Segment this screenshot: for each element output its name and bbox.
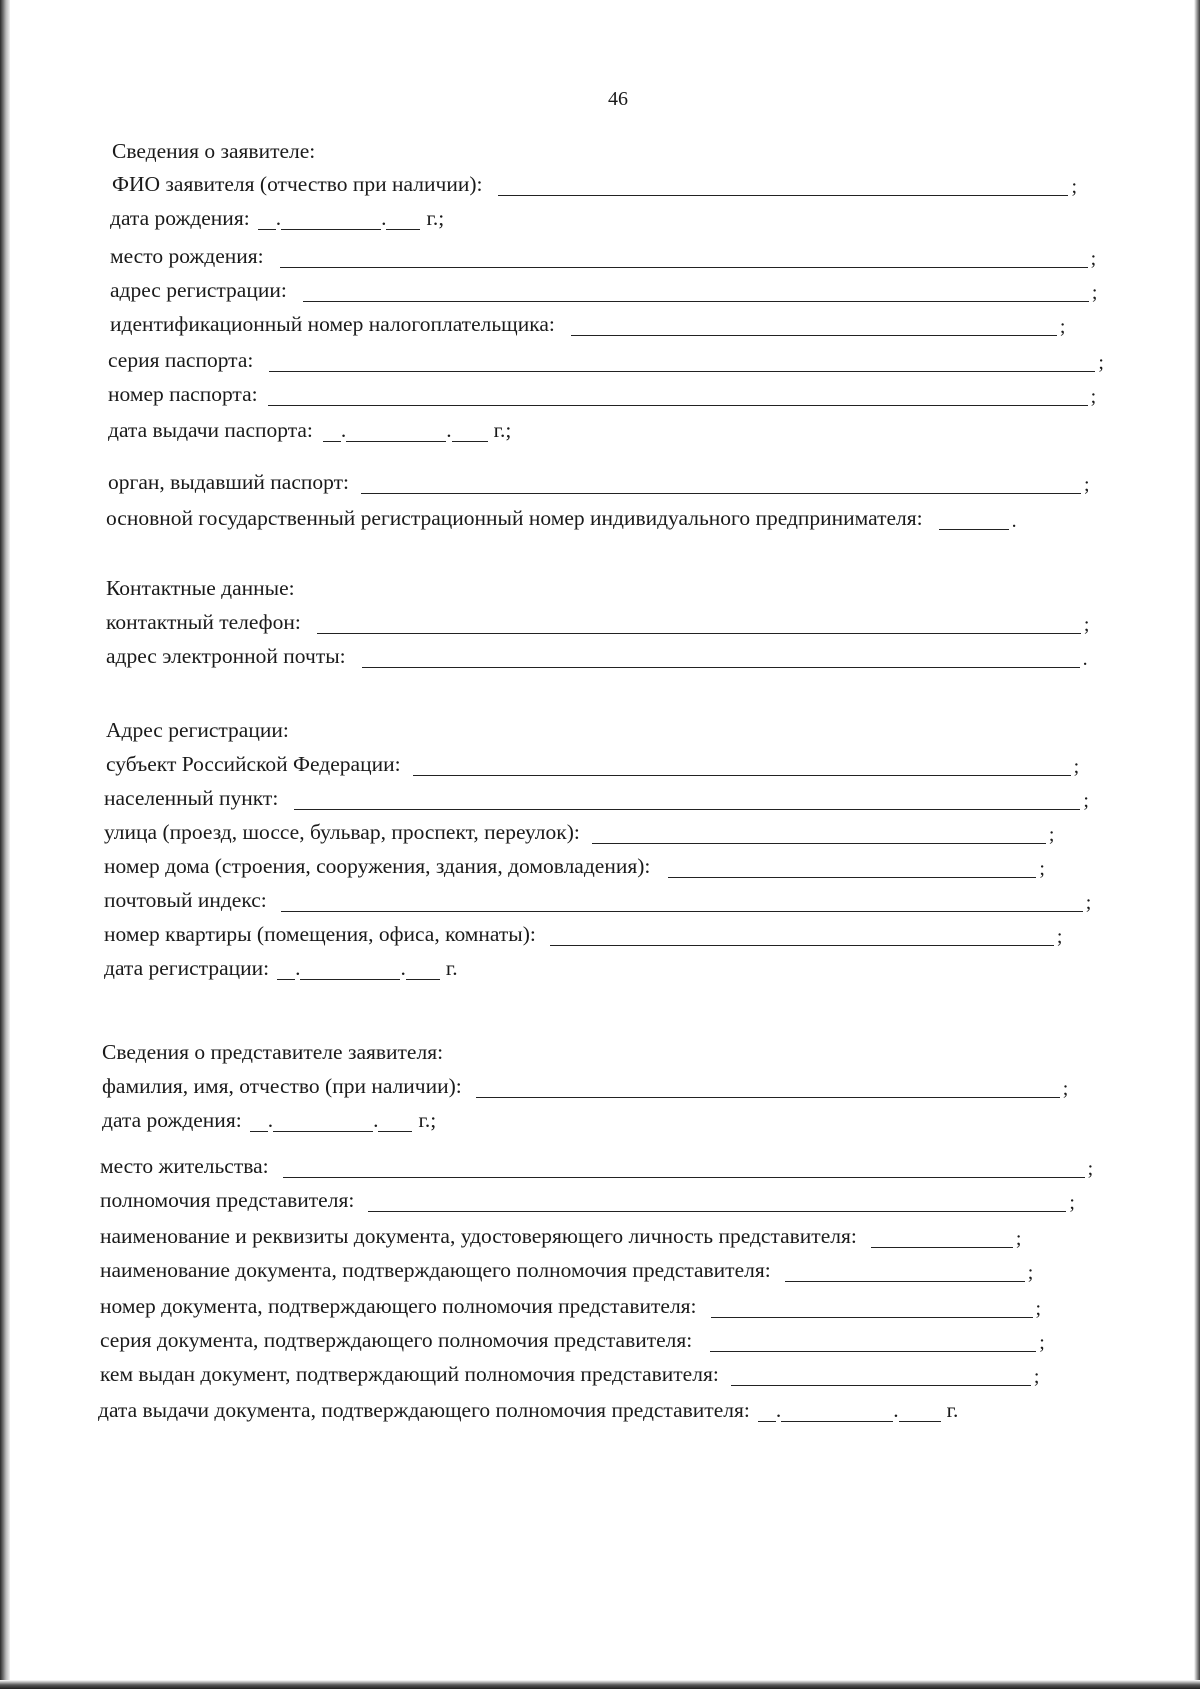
applicant-full-name-label: ФИО заявителя (отчество при наличии): [112, 172, 483, 196]
representative-id-document-row: наименование и реквизиты документа, удостоверяющего личность представителя: ; [100, 1224, 1022, 1250]
address-registration-date-row [104, 950, 458, 984]
address-registration-date-field[interactable]: . . г. [277, 956, 458, 984]
applicant-inn-field[interactable] [571, 335, 1057, 336]
representative-authority-doc-name-row: наименование документа, подтверждающего полномочия представителя: ; [100, 1258, 1034, 1284]
applicant-passport-issuer-label: орган, выдавший паспорт: [108, 470, 349, 494]
address-locality-field[interactable] [294, 809, 1080, 810]
applicant-birth-date-field[interactable]: . . г.; [258, 206, 445, 234]
contacts-phone-label: контактный телефон: [106, 610, 301, 634]
applicant-ogrnip-field[interactable] [939, 529, 1009, 530]
address-heading: Адрес регистрации: [106, 718, 289, 742]
representative-authority-row: полномочия представителя: ; [100, 1188, 1075, 1214]
address-apartment-label: номер квартиры (помещения, офиса, комнаты): [104, 922, 536, 946]
representative-authority-doc-series-row: серия документа, подтверждающего полномочия представителя: ; [100, 1328, 1045, 1354]
representative-authority-doc-series-field[interactable] [710, 1351, 1036, 1352]
address-apartment-row: номер квартиры (помещения, офиса, комнаты): ; [104, 922, 1063, 948]
applicant-passport-issue-date-field[interactable]: . . г.; [323, 418, 512, 446]
representative-residence-row: место жительства: ; [100, 1154, 1094, 1180]
representative-authority-doc-issuer-label: кем выдан документ, подтверждающий полномочия представителя: [100, 1362, 719, 1386]
representative-id-document-field[interactable] [871, 1247, 1013, 1248]
applicant-passport-issuer-row: орган, выдавший паспорт: ; [108, 470, 1090, 496]
representative-authority-doc-number-row: номер документа, подтверждающего полномочия представителя: ; [100, 1294, 1042, 1320]
scan-edge-left [0, 0, 10, 1689]
applicant-passport-issue-date-row [108, 412, 511, 446]
address-locality-label: населенный пункт: [104, 786, 279, 810]
representative-authority-doc-date-row [98, 1392, 958, 1426]
representative-heading: Сведения о представителе заявителя: [102, 1040, 444, 1064]
address-region-field[interactable] [413, 775, 1071, 776]
representative-full-name-row: фамилия, имя, отчество (при наличии): ; [102, 1074, 1069, 1100]
representative-authority-doc-date-field[interactable]: . . г. [758, 1398, 959, 1426]
address-house-row: номер дома (строения, сооружения, здания, домовладения): ; [104, 854, 1045, 880]
applicant-registration-address-label: адрес регистрации: [110, 278, 287, 302]
representative-full-name-field[interactable] [476, 1097, 1060, 1098]
applicant-birth-place-field[interactable] [280, 267, 1088, 268]
applicant-birth-date-label: дата рождения: [110, 206, 250, 230]
representative-authority-label: полномочия представителя: [100, 1188, 355, 1212]
address-street-label: улица (проезд, шоссе, бульвар, проспект, переулок): [104, 820, 580, 844]
address-registration-date-label: дата регистрации: [104, 956, 270, 980]
address-house-label: номер дома (строения, сооружения, здания, домовладения): [104, 854, 651, 878]
applicant-ogrnip-row: основной государственный регистрационный номер индивидуального предпринимателя: . [106, 506, 1017, 532]
applicant-passport-number-row: номер паспорта: ; [108, 382, 1097, 408]
representative-birth-date-field[interactable]: . . г.; [250, 1108, 437, 1136]
address-street-row: улица (проезд, шоссе, бульвар, проспект, переулок): ; [104, 820, 1055, 846]
applicant-passport-number-label: номер паспорта: [108, 382, 258, 406]
applicant-birth-date-row [110, 200, 444, 234]
contacts-email-label: адрес электронной почты: [106, 644, 346, 668]
address-postal-code-field[interactable] [281, 911, 1083, 912]
representative-residence-label: место жительства: [100, 1154, 269, 1178]
applicant-passport-issuer-field[interactable] [361, 493, 1081, 494]
address-locality-row: населенный пункт: ; [104, 786, 1089, 812]
contacts-email-row: адрес электронной почты: . [106, 644, 1088, 670]
representative-authority-doc-name-label: наименование документа, подтверждающего полномочия представителя: [100, 1258, 771, 1282]
representative-residence-field[interactable] [283, 1177, 1085, 1178]
applicant-birth-place-label: место рождения: [110, 244, 264, 268]
representative-authority-doc-number-field[interactable] [711, 1317, 1033, 1318]
representative-full-name-label: фамилия, имя, отчество (при наличии): [102, 1074, 462, 1098]
contacts-phone-field[interactable] [317, 633, 1081, 634]
applicant-birth-place-row: место рождения: ; [110, 244, 1097, 270]
address-postal-code-label: почтовый индекс: [104, 888, 267, 912]
contacts-email-field[interactable] [362, 667, 1080, 668]
address-street-field[interactable] [592, 843, 1046, 844]
applicant-full-name-row: ФИО заявителя (отчество при наличии): ; [112, 172, 1078, 198]
representative-authority-doc-date-label: дата выдачи документа, подтверждающего полномочия представителя: [98, 1398, 750, 1422]
representative-birth-date-row [102, 1102, 436, 1136]
scan-edge-bottom [0, 1680, 1200, 1689]
representative-id-document-label: наименование и реквизиты документа, удостоверяющего личность представителя: [100, 1224, 857, 1248]
representative-authority-doc-number-label: номер документа, подтверждающего полномочия представителя: [100, 1294, 697, 1318]
applicant-registration-address-row: адрес регистрации: ; [110, 278, 1098, 304]
representative-birth-date-label: дата рождения: [102, 1108, 242, 1132]
address-apartment-field[interactable] [550, 945, 1054, 946]
representative-authority-field[interactable] [368, 1211, 1066, 1212]
scan-edge-right [1194, 0, 1200, 1689]
applicant-passport-number-field[interactable] [268, 405, 1088, 406]
representative-authority-doc-series-label: серия документа, подтверждающего полномочия представителя: [100, 1328, 693, 1352]
applicant-inn-label: идентификационный номер налогоплательщика: [110, 312, 555, 336]
address-house-field[interactable] [668, 877, 1036, 878]
page-number: 46 [608, 88, 628, 110]
applicant-registration-address-field[interactable] [303, 301, 1089, 302]
applicant-full-name-field[interactable] [498, 195, 1068, 196]
address-region-row: субъект Российской Федерации: ; [106, 752, 1080, 778]
contacts-heading: Контактные данные: [106, 576, 295, 600]
applicant-ogrnip-label: основной государственный регистрационный номер индивидуального предпринимателя: [106, 506, 923, 530]
representative-authority-doc-name-field[interactable] [785, 1281, 1025, 1282]
address-postal-code-row: почтовый индекс: ; [104, 888, 1092, 914]
applicant-passport-series-field[interactable] [269, 371, 1095, 372]
applicant-inn-row: идентификационный номер налогоплательщика: ; [110, 312, 1066, 338]
applicant-passport-issue-date-label: дата выдачи паспорта: [108, 418, 313, 442]
applicant-passport-series-label: серия паспорта: [108, 348, 254, 372]
representative-authority-doc-issuer-row: кем выдан документ, подтверждающий полномочия представителя: ; [100, 1362, 1040, 1388]
applicant-passport-series-row: серия паспорта: ; [108, 348, 1104, 374]
address-region-label: субъект Российской Федерации: [106, 752, 401, 776]
representative-authority-doc-issuer-field[interactable] [731, 1385, 1031, 1386]
applicant-heading: Сведения о заявителе: [112, 139, 316, 163]
contacts-phone-row: контактный телефон: ; [106, 610, 1090, 636]
